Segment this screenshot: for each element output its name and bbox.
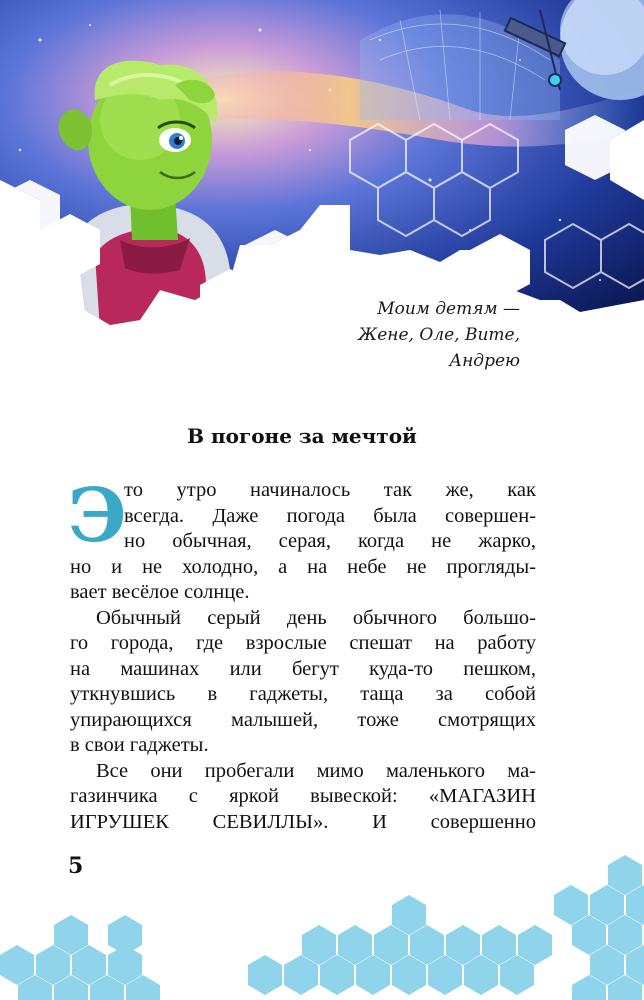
text-line: но обычная, серая, когда не жарко, (124, 530, 536, 552)
text-line: упирающихся малышей, тоже смотрящих (70, 708, 536, 731)
dedication (358, 296, 520, 374)
text-line: ИГРУШЕК СЕВИЛЛЫ». И совершенно (70, 810, 536, 833)
text-line: на машинах или бегут куда-то пешком, (70, 657, 536, 680)
text-line: всегда. Даже погода была совершен- (124, 504, 536, 527)
dedication-line: Андрею (449, 351, 520, 371)
hexagon-decoration (0, 840, 644, 1000)
page-number: 5 (68, 853, 84, 879)
dedication-line: Жене, Оле, Вите, (358, 325, 520, 345)
drop-cap: Э (68, 473, 127, 559)
text-line: Все они пробегали мимо маленького ма- (96, 759, 536, 782)
text-line: то утро начиналось так же, как (124, 479, 536, 501)
text-line: но и не холодно, а на небе не прогляды- (70, 555, 536, 578)
space-illustration (0, 0, 644, 330)
text-line: Обычный серый день обычного большо- (96, 606, 536, 629)
text-line: уткнувшись в гаджеты, таща за собой (70, 683, 536, 705)
text-line: го города, где взрослые спешат на работу (70, 632, 536, 654)
dedication-line: Моим детям — (377, 299, 520, 319)
chapter-title: В погоне за мечтой (187, 424, 417, 448)
text-line: вает весёлое солнце. (70, 581, 250, 603)
text-line: газинчика с яркой вывеской: «МАГАЗИН (70, 785, 536, 807)
chapter-text (68, 473, 536, 835)
text-line: в свои гаджеты. (70, 734, 209, 756)
